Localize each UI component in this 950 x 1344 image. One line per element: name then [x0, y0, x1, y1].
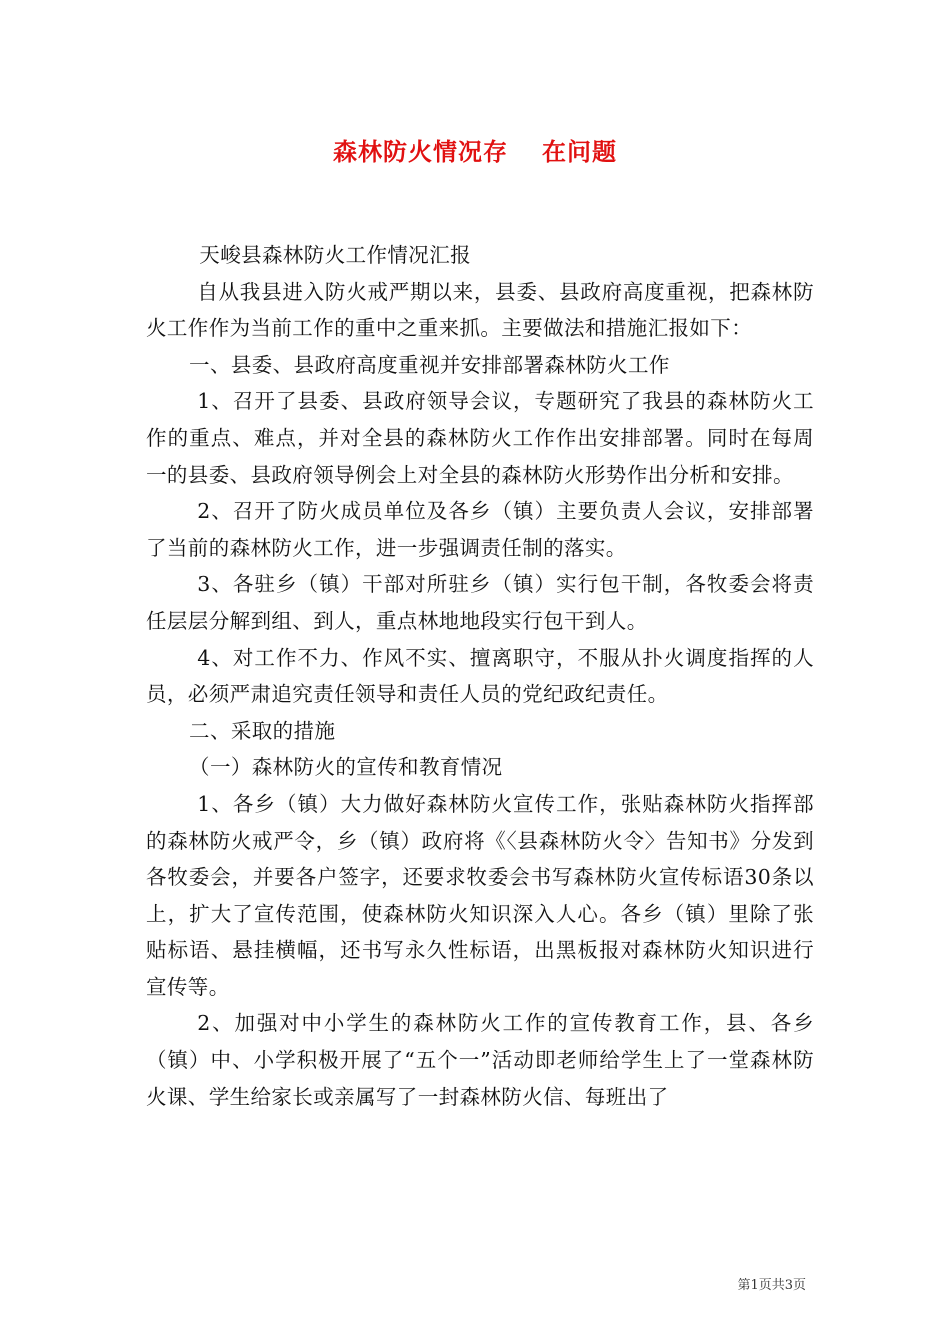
paragraph-measure-2: 2、加强对中小学生的森林防火工作的宣传教育工作，县、各乡（镇）中、小学积极开展了“五个一”活动即老师给学生上了一堂森林防火课、学生给家长或亲属写了一封森林防火信、每班出了 — [146, 1011, 814, 1109]
document-title — [0, 132, 950, 167]
title-part-2: 在问题 — [542, 137, 617, 166]
paragraph-item-1: 1、召开了县委、县政府领导会议，专题研究了我县的森林防火工作的重点、难点，并对全县的森林防火工作作出安排部署。同时在每周一的县委、县政府领导例会上对全县的森林防火形势作出分析和安排。 — [146, 389, 814, 487]
page-number: 第1页共3页 — [737, 1278, 806, 1293]
title-part-1: 森林防火情况存 — [333, 137, 508, 166]
section-heading-1: 一、县委、县政府高度重视并安排部署森林防火工作 — [189, 352, 670, 377]
section-heading-2: 二、采取的措施 — [189, 718, 336, 743]
paragraph-measure-1: 1、各乡（镇）大力做好森林防火宣传工作，张贴森林防火指挥部的森林防火戒严令，乡（镇）政府将《〈县森林防火令〉告知书》分发到各牧委会，并要各户签字，还要求牧委会书写森林防火宣传标语30条以上，扩大了宣传范围，使森林防火知识深入人心。各乡（镇）里除了张贴标语、悬挂横幅，还书写永久性标语，出黑板报对森林防火知识进行宣传等。 — [146, 791, 814, 999]
subsection-heading-1: （一）森林防火的宣传和教育情况 — [189, 755, 503, 780]
report-heading: 天峻县森林防火工作情况汇报 — [199, 243, 471, 267]
paragraph-item-3: 3、各驻乡（镇）干部对所驻乡（镇）实行包干制，各牧委会将责任层层分解到组、到人，重点林地地段实行包干到人。 — [146, 572, 814, 633]
paragraph-item-2: 2、召开了防火成员单位及各乡（镇）主要负责人会议，安排部署了当前的森林防火工作，进一步强调责任制的落实。 — [146, 499, 814, 560]
paragraph-intro: 自从我县进入防火戒严期以来，县委、县政府高度重视，把森林防火工作作为当前工作的重中之重来抓。主要做法和措施汇报如下： — [146, 279, 814, 341]
paragraph-item-4: 4、对工作不力、作风不实、擅离职守，不服从扑火调度指挥的人员，必须严肃追究责任领导和责任人员的党纪政纪责任。 — [146, 645, 814, 707]
document-body — [146, 237, 814, 1115]
